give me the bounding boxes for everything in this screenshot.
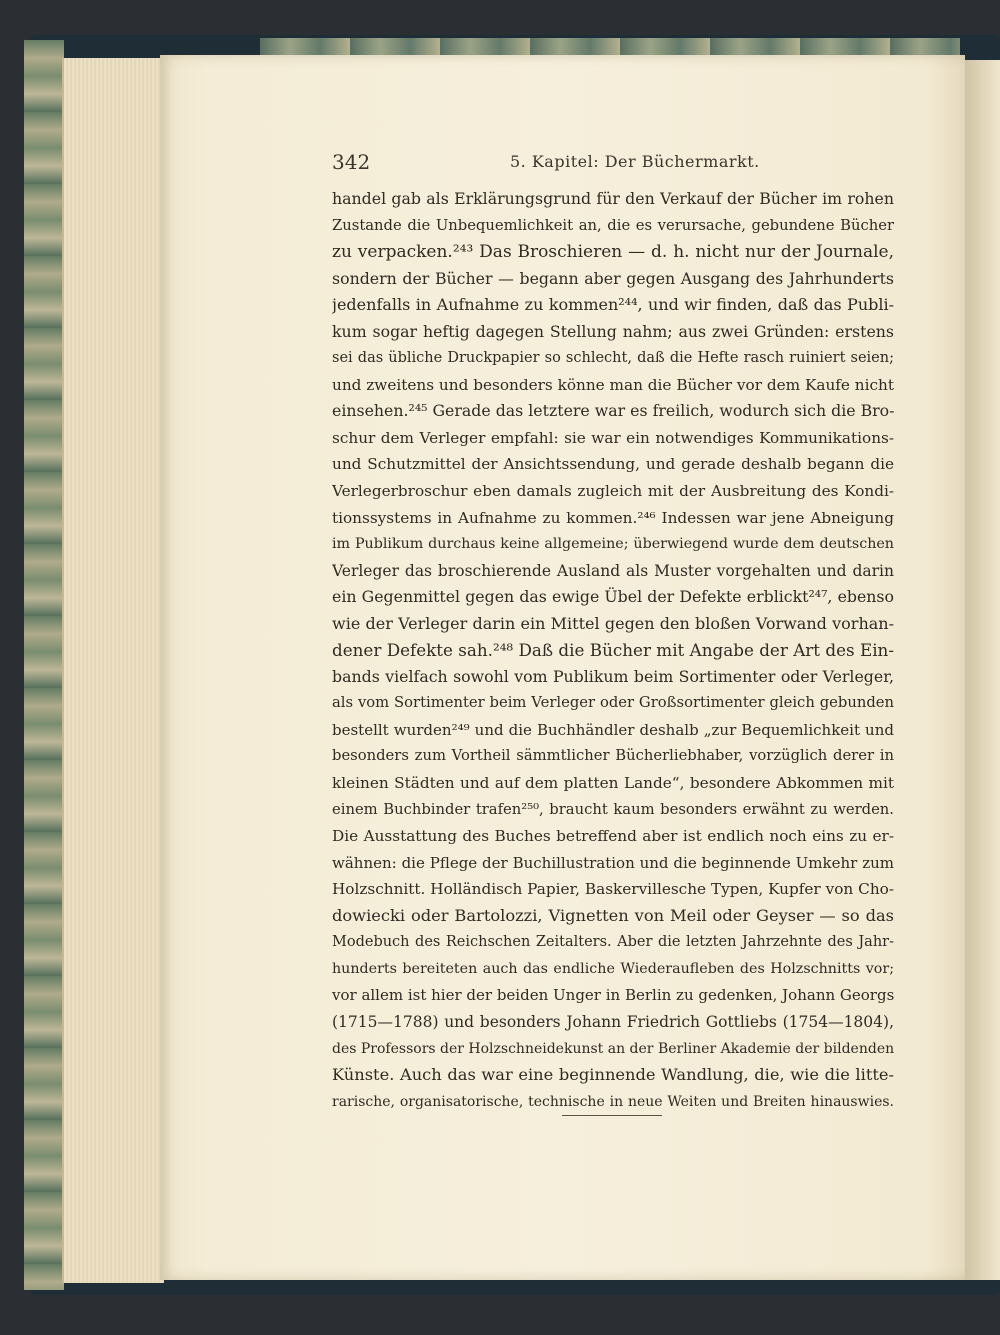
text-line: als vom Sortimenter beim Verleger oder Großsortimenter gleich gebunden — [332, 694, 894, 712]
text-line: schur dem Verleger empfahl: sie war ein notwendiges Kommunikations- — [332, 428, 894, 447]
text-line: sondern der Bücher — begann aber gegen Ausgang des Jahrhunderts — [332, 268, 894, 288]
text-line: jedenfalls in Aufnahme zu kommen²⁴⁴, und wir finden, daß das Publi- — [332, 295, 894, 315]
text-line: tionssystems in Aufnahme zu kommen.²⁴⁶ Indessen war jene Abneigung — [332, 508, 894, 527]
text-line: dowiecki oder Bartolozzi, Vignetten von Meil oder Geyser — so das — [332, 905, 894, 925]
text-line: Modebuch des Reichschen Zeitalters. Aber die letzten Jahrzehnte des Jahr- — [332, 934, 894, 951]
text-line: Die Ausstattung des Buches betreffend aber ist endlich noch eins zu er- — [332, 827, 894, 846]
text-line: und zweitens und besonders könne man die Bücher vor dem Kaufe nicht — [332, 375, 894, 394]
next-page-edge — [965, 60, 1000, 1280]
text-line: Zustande die Unbequemlichkeit an, die es verursache, gebundene Bücher — [332, 216, 894, 234]
page-edges — [62, 58, 164, 1283]
text-line: ein Gegenmittel gegen das ewige Übel der Defekte erblickt²⁴⁷, ebenso — [332, 587, 894, 607]
text-line: Holzschnitt. Holländisch Papier, Baskervillesche Typen, Kupfer von Cho- — [332, 880, 894, 899]
text-line: sei das übliche Druckpapier so schlecht, daß die Hefte rasch ruiniert seien; — [332, 350, 894, 367]
running-head: 5. Kapitel: Der Büchermarkt. — [510, 152, 760, 171]
text-line: zu verpacken.²⁴³ Das Broschieren — d. h. nicht nur der Journale, — [332, 242, 894, 263]
text-line: wähnen: die Pflege der Buchillustration und die beginnende Umkehr zum — [332, 853, 894, 872]
text-line: vor allem ist hier der beiden Unger in Berlin zu gedenken, Johann Georgs — [332, 986, 894, 1005]
text-line: wie der Verleger darin ein Mittel gegen den bloßen Vorwand vorhan- — [332, 613, 894, 633]
page-number: 342 — [332, 150, 371, 174]
text-line: (1715—1788) und besonders Johann Friedrich Gottliebs (1754—1804), — [332, 1012, 894, 1031]
end-rule — [562, 1115, 662, 1116]
text-line: Verleger das broschierende Ausland als Muster vorgehalten und darin — [332, 561, 894, 580]
page-header — [332, 150, 892, 176]
text-line: bands vielfach sowohl vom Publikum beim Sortimenter oder Verleger, — [332, 666, 894, 686]
text-line: besonders zum Vortheil sämmtlicher Bücherliebhaber, vorzüglich derer in — [332, 747, 894, 765]
text-line: hunderts bereiteten auch das endliche Wiederaufleben des Holzschnitts vor; — [332, 960, 894, 977]
marbled-spine-strip — [24, 40, 64, 1290]
text-line: Verlegerbroschur eben damals zugleich mit der Ausbreitung des Kondi- — [332, 482, 894, 501]
text-line: einem Buchbinder trafen²⁵⁰, braucht kaum besonders erwähnt zu werden. — [332, 800, 894, 818]
text-line: und Schutzmittel der Ansichtssendung, und gerade deshalb begann die — [332, 455, 894, 474]
text-line: dener Defekte sah.²⁴⁸ Daß die Bücher mit Angabe der Art des Ein- — [332, 640, 894, 661]
text-line: des Professors der Holzschneidekunst an der Berliner Akademie der bildenden — [332, 1040, 894, 1057]
text-line: kleinen Städten und auf dem platten Lande“, besondere Abkommen mit — [332, 774, 894, 793]
text-line: bestellt wurden²⁴⁹ und die Buchhändler deshalb „zur Bequemlichkeit und — [332, 720, 894, 739]
body-text — [332, 186, 894, 1115]
text-line: im Publikum durchaus keine allgemeine; überwiegend wurde dem deutschen — [332, 536, 894, 553]
text-line: Künste. Auch das war eine beginnende Wandlung, die, wie die litte- — [332, 1065, 894, 1085]
text-line: einsehen.²⁴⁵ Gerade das letztere war es freilich, wodurch sich die Bro- — [332, 401, 894, 421]
text-line: kum sogar heftig dagegen Stellung nahm; aus zwei Gründen: erstens — [332, 321, 894, 341]
text-line: rarische, organisatorische, technische in neue Weiten und Breiten hinauswies. — [332, 1093, 894, 1110]
text-line: handel gab als Erklärungsgrund für den Verkauf der Bücher im rohen — [332, 189, 894, 208]
